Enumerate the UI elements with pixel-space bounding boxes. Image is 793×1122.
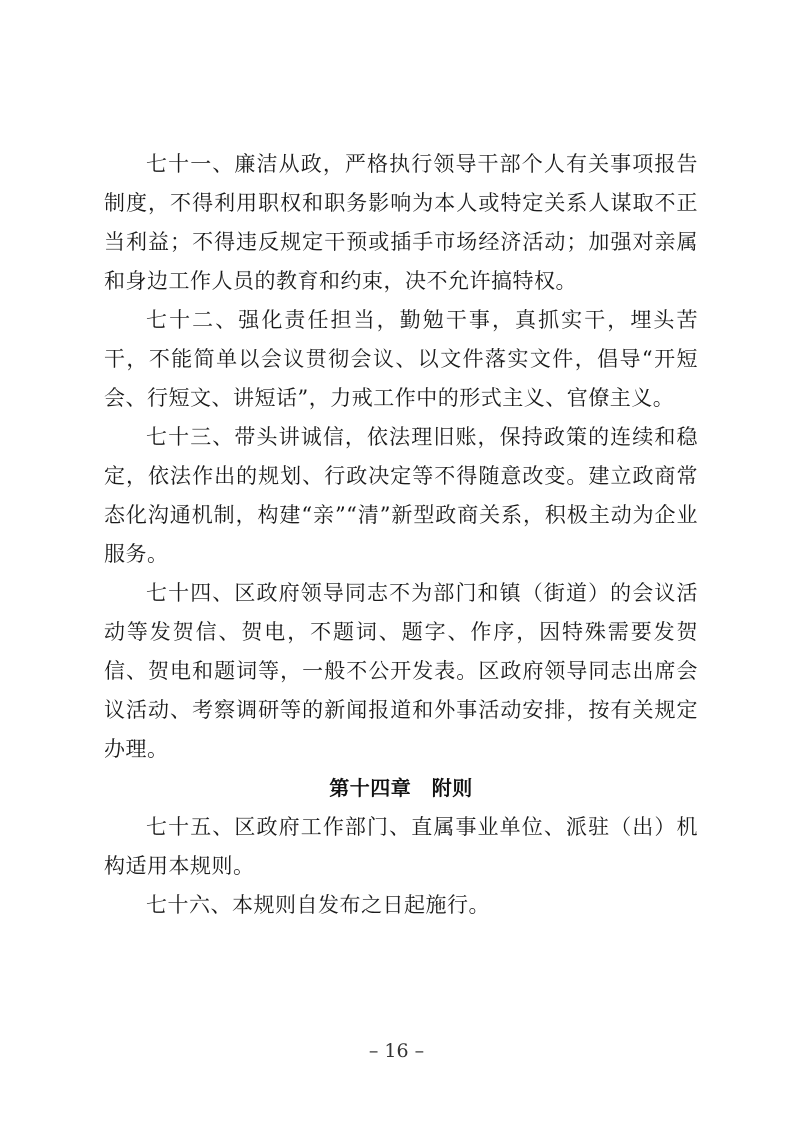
document-body: [104, 145, 698, 925]
paragraph-article-72: 七十二、强化责任担当，勤勉干事，真抓实干，埋头苦干，不能简单以会议贯彻会议、以文件落实文件，倡导“开短会、行短文、讲短话”，力戒工作中的形式主义、官僚主义。: [104, 308, 698, 410]
paragraph-article-71: 七十一、廉洁从政，严格执行领导干部个人有关事项报告制度，不得利用职权和职务影响为本人或特定关系人谋取不正当利益；不得违反规定干预或插手市场经济活动；加强对亲属和身边工作人员的教育和约束，决不允许搞特权。: [104, 152, 698, 293]
paragraph-article-73: 七十三、带头讲诚信，依法理旧账，保持政策的连续和稳定，依法作出的规划、行政决定等不得随意改变。建立政商常态化沟通机制，构建“亲”“清”新型政商关系，积极主动为企业服务。: [104, 425, 698, 566]
paragraph-article-76: 七十六、本规则自发布之日起施行。: [146, 893, 490, 917]
page-number: – 16 –: [368, 1040, 425, 1062]
chapter-heading: 第十四章 附则: [329, 776, 473, 800]
paragraph-article-75: 七十五、区政府工作部门、直属事业单位、派驻（出）机构适用本规则。: [104, 815, 698, 878]
paragraph-article-74: 七十四、区政府领导同志不为部门和镇（街道）的会议活动等发贺信、贺电，不题词、题字、作序，因特殊需要发贺信、贺电和题词等，一般不公开发表。区政府领导同志出席会议活动、考察调研等的新闻报道和外事活动安排，按有关规定办理。: [104, 581, 698, 761]
